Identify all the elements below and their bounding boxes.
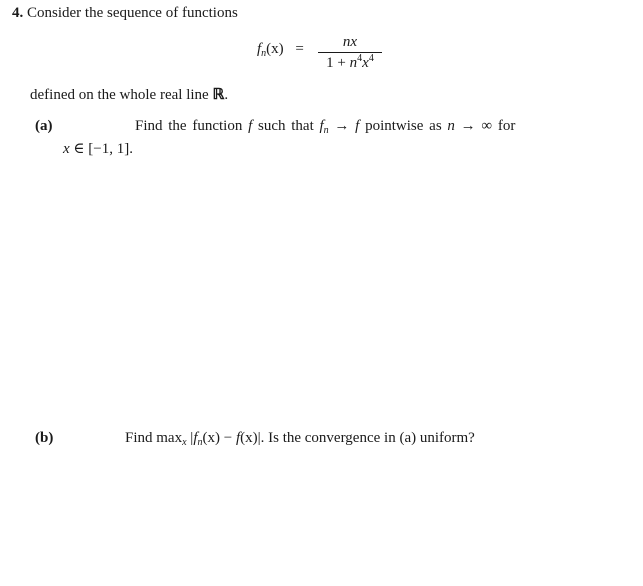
part-a-fn-sub: n [323, 125, 329, 136]
part-b-question: . Is the convergence in (a) uniform? [260, 430, 475, 446]
problem-header [12, 5, 238, 22]
part-b-max-sub: x [182, 437, 187, 448]
part-a-line2 [63, 139, 133, 158]
formula-denominator [318, 54, 382, 72]
part-a-fn: f [319, 118, 324, 134]
part-a-arrow: → [328, 118, 356, 134]
part-a-interval: ∈ [−1, 1]. [69, 141, 133, 157]
formula-numerator: nx [342, 34, 358, 50]
domain-line [30, 85, 228, 104]
part-b-text [125, 430, 475, 447]
den-one: 1 + [326, 55, 350, 71]
problem-number: 4. [12, 5, 24, 21]
den-n: n [349, 55, 358, 71]
part-a-label: (a) [35, 118, 53, 134]
part-a-n: n [447, 118, 455, 134]
den-x-exp: 4 [368, 53, 374, 64]
domain-text: defined on the whole real line [30, 87, 213, 103]
formula-f-sub: n [261, 48, 267, 59]
part-a-x: x [63, 141, 70, 157]
formula-lhs [257, 41, 304, 58]
part-a-t1: Find the function [135, 118, 249, 134]
den-n-exp: 4 [357, 53, 363, 64]
formula-f: f [257, 41, 262, 57]
part-a-text [135, 118, 515, 135]
formula-equals: = [295, 41, 304, 57]
part-a-f: f [248, 118, 253, 134]
part-b-f1-arg: (x) − [202, 430, 236, 446]
formula-fraction [318, 33, 382, 72]
part-b-f2-arg: (x)| [240, 430, 261, 446]
part-a-t3: pointwise as [359, 118, 448, 134]
part-a-t2: such that [252, 118, 320, 134]
formula-arg: (x) [266, 41, 284, 57]
part-b-f1: f [193, 430, 198, 446]
part-a-f2: f [355, 118, 360, 134]
part-b-f1-sub: n [197, 437, 203, 448]
problem-intro: Consider the sequence of functions [27, 5, 238, 21]
part-a-t4: → ∞ for [454, 118, 516, 134]
part-b-abs-open: | [186, 430, 194, 446]
part-b-f2: f [235, 430, 241, 446]
domain-period: . [224, 87, 229, 103]
domain-set: ℝ [212, 87, 225, 103]
part-b-label: (b) [35, 430, 54, 446]
den-x: x [362, 55, 369, 71]
part-b-max: Find max [125, 430, 183, 446]
